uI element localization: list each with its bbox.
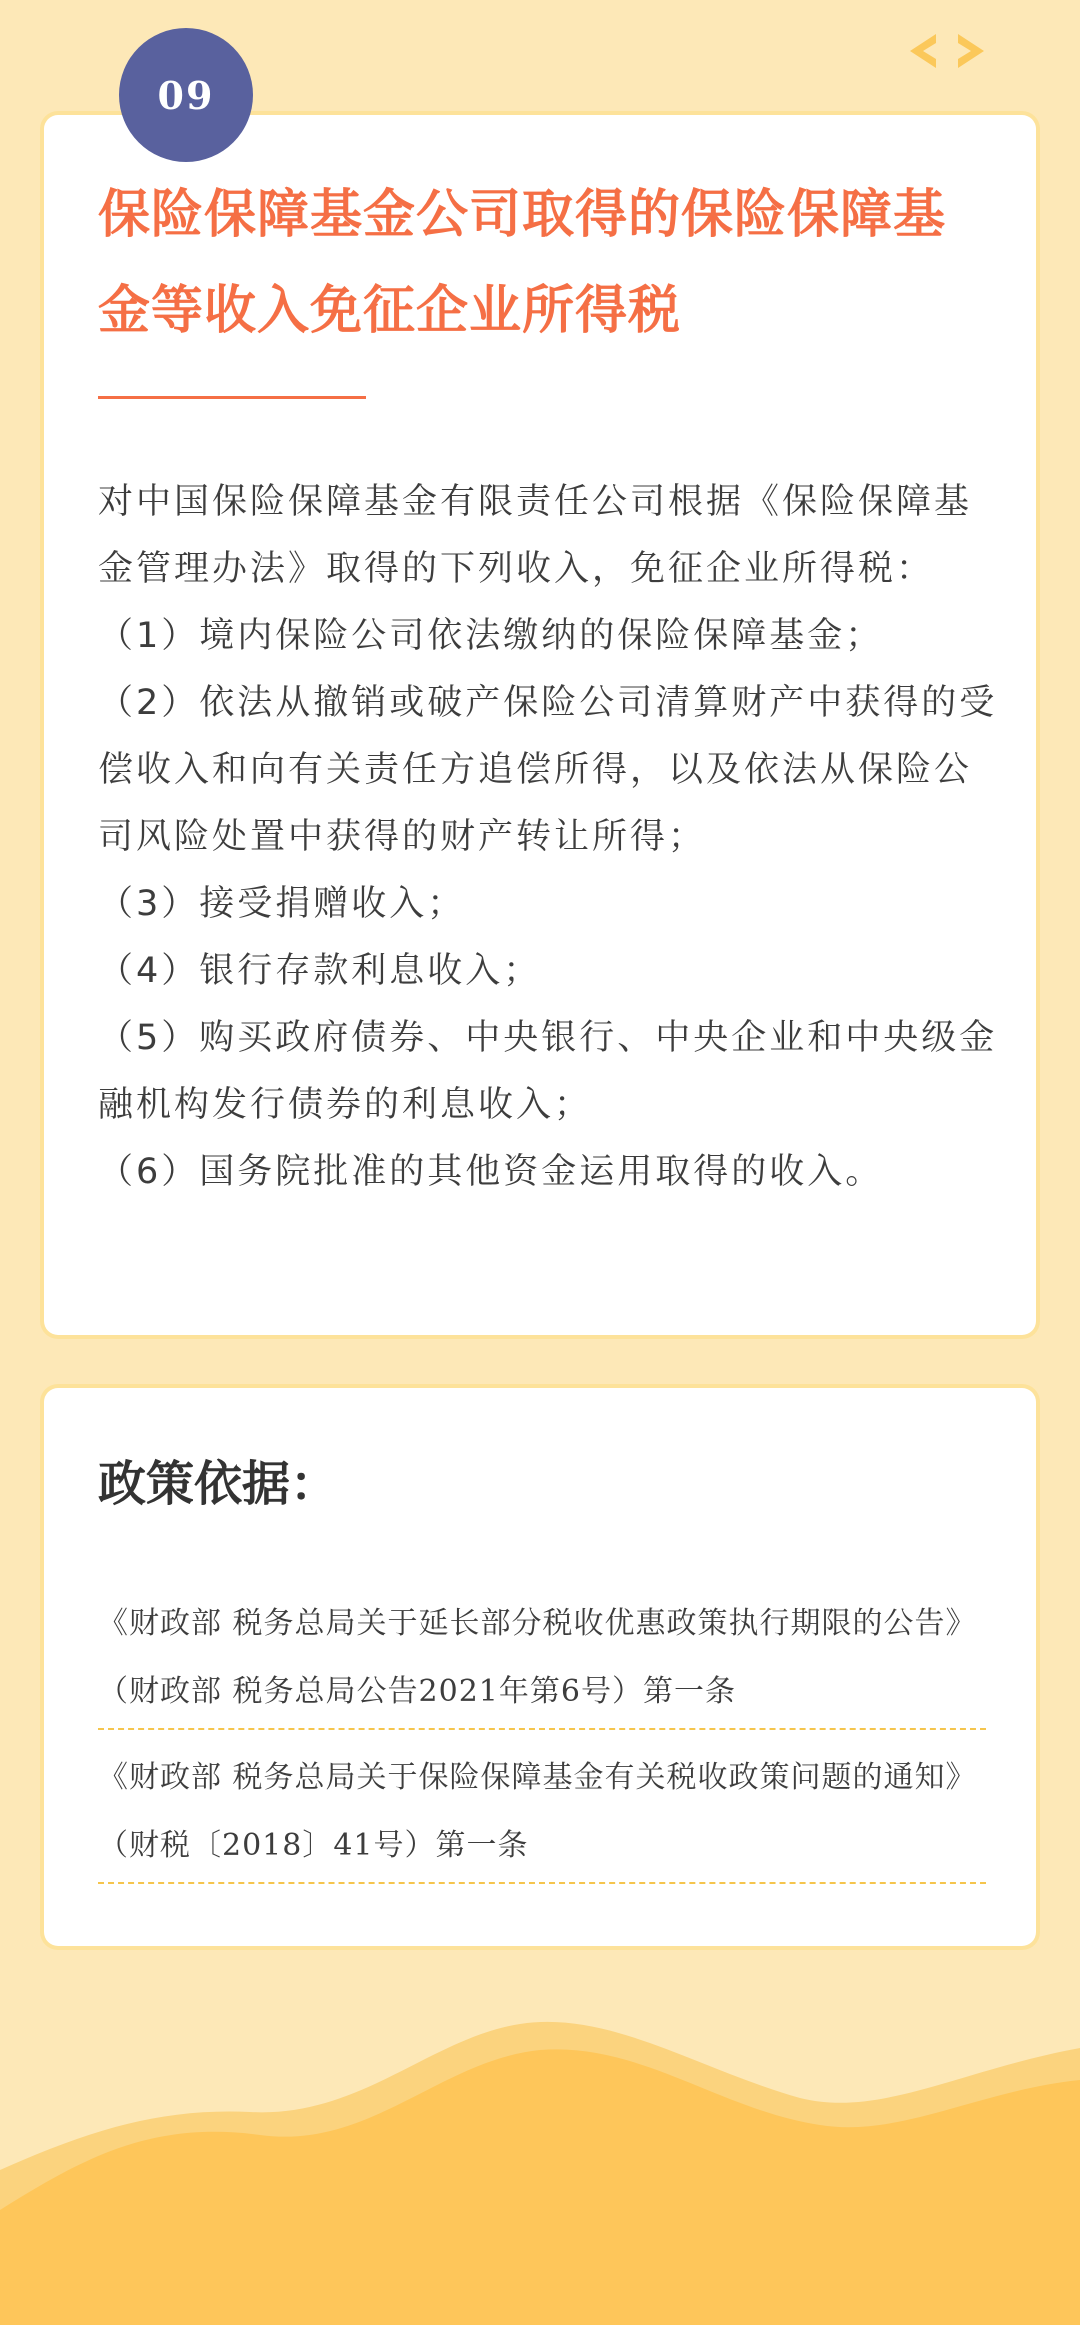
title-underline [98,396,366,399]
basis-heading: 政策依据： [98,1456,339,1512]
policy-card [44,115,1036,1335]
reference-item: 《财政部 税务总局关于延长部分税收优惠政策执行期限的公告》（财政部 税务总局公告2021年第6号）第一条 [98,1590,986,1730]
decorative-wave [0,2000,1080,2325]
body-paragraph: （4）银行存款利息收入； [98,951,542,991]
card-number-badge: 09 [119,28,253,162]
body-paragraph: （3）接受捐赠收入； [98,884,466,924]
nav-arrows-icon [906,26,988,76]
policy-basis-card [44,1388,1036,1946]
reference-item: 《财政部 税务总局关于保险保障基金有关税收政策问题的通知》（财税〔2018〕41号）第一条 [98,1744,986,1884]
body-paragraph: （2）依法从撤销或破产保险公司清算财产中获得的受偿收入和向有关责任方追偿所得，以及依法从保险公司风险处置中获得的财产转让所得； [98,683,998,857]
body-paragraph: （6）国务院批准的其他资金运用取得的收入。 [98,1152,884,1192]
body-paragraph: （5）购买政府债券、中央银行、中央企业和中央级金融机构发行债券的利息收入； [98,1018,998,1125]
reference-list [98,1590,986,1898]
body-paragraph: （1）境内保险公司依法缴纳的保险保障基金； [98,616,884,656]
policy-title: 保险保障基金公司取得的保险保障基金等收入免征企业所得税 [98,185,947,341]
body-paragraph: 对中国保险保障基金有限责任公司根据《保险保障基金管理办法》取得的下列收入，免征企业所得税： [98,482,973,589]
policy-body [98,469,998,1206]
